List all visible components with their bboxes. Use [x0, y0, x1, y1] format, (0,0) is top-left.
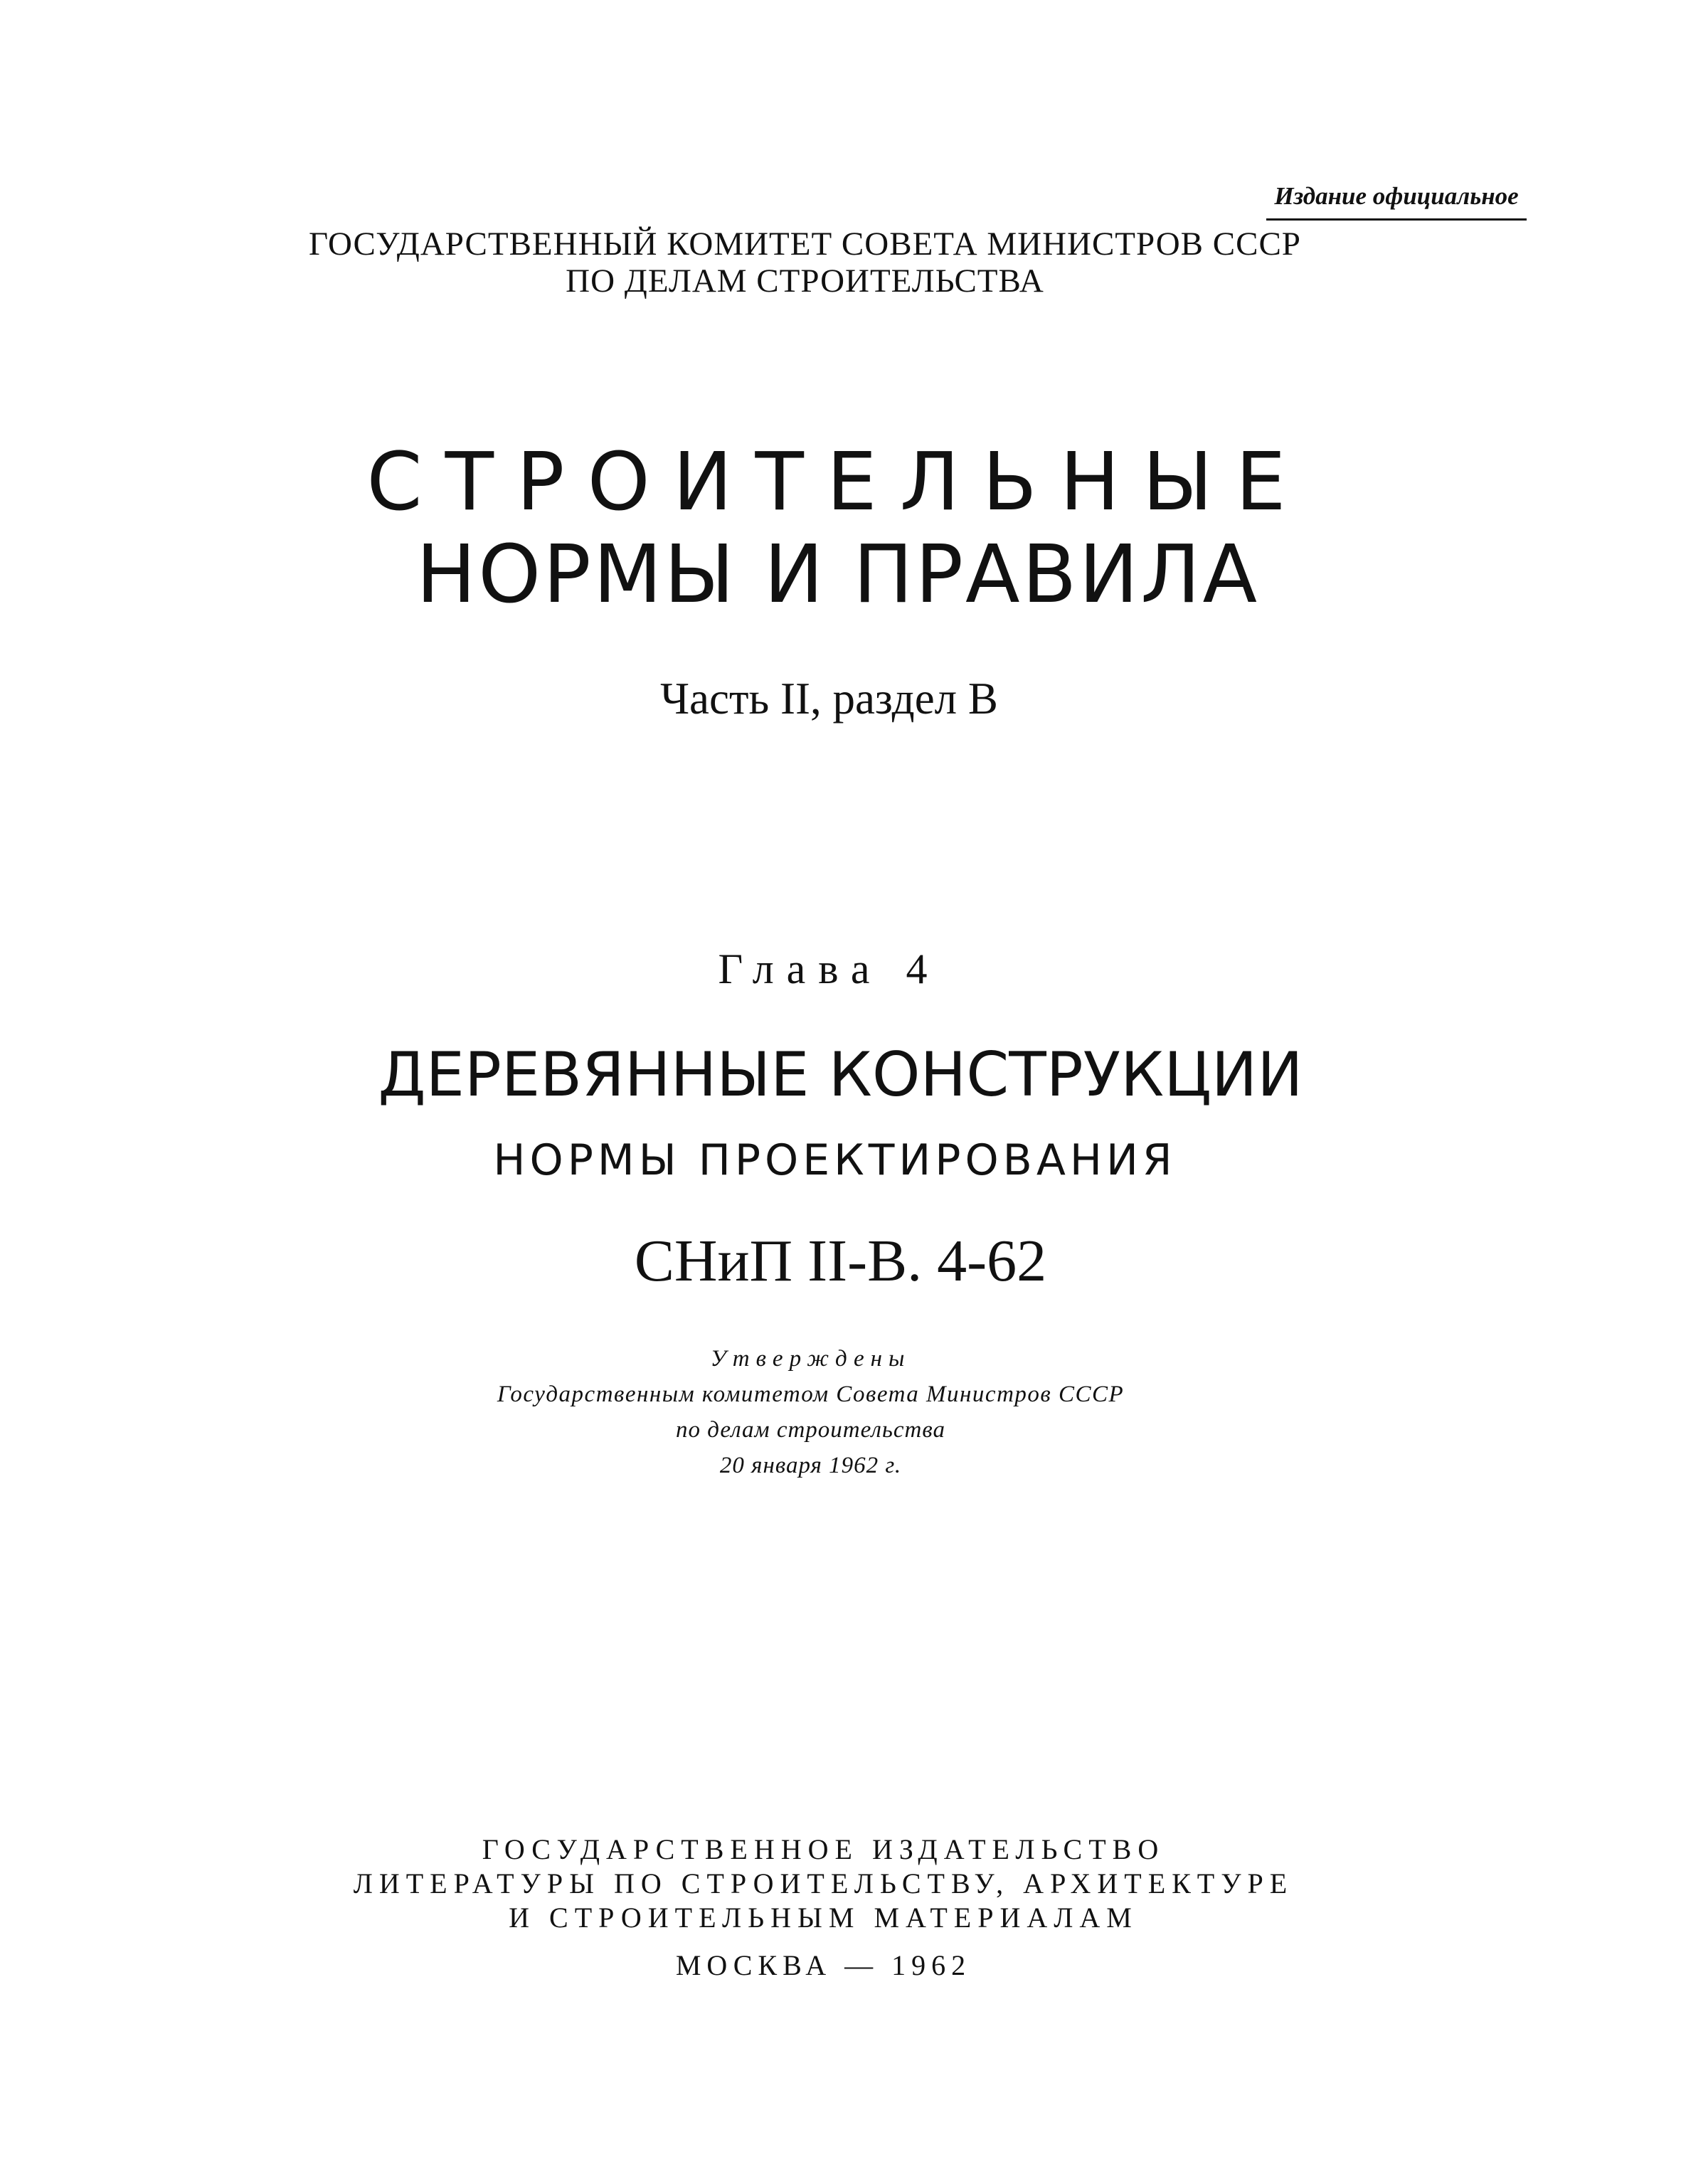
city-year: МОСКВА — 1962 — [675, 1949, 972, 1981]
part-section: Часть II, раздел В — [660, 674, 998, 723]
approval-line-3: по делам строительства — [676, 1417, 945, 1443]
committee-line-2: ПО ДЕЛАМ СТРОИТЕЛЬСТВА — [566, 263, 1044, 299]
official-edition-underline — [1266, 218, 1527, 221]
approval-line-1: Утверждены — [710, 1346, 911, 1372]
document-code: СНиП II-В. 4-62 — [634, 1228, 1047, 1294]
main-title-line-2: НОРМЫ И ПРАВИЛА — [415, 529, 1260, 621]
document-subtitle: НОРМЫ ПРОЕКТИРОВАНИЯ — [493, 1135, 1177, 1185]
publisher-line-2: ЛИТЕРАТУРЫ ПО СТРОИТЕЛЬСТВУ, АРХИТЕКТУРЕ — [353, 1867, 1294, 1899]
approval-date: 20 января 1962 г. — [719, 1453, 902, 1478]
approval-line-2: Государственным комитетом Совета Министров СССР — [497, 1382, 1125, 1407]
official-edition-label: Издание официальное — [1274, 182, 1519, 210]
publisher-line-3: И СТРОИТЕЛЬНЫМ МАТЕРИАЛАМ — [509, 1902, 1138, 1934]
committee-line-1: ГОСУДАРСТВЕННЫЙ КОМИТЕТ СОВЕТА МИНИСТРОВ СССР — [309, 226, 1301, 263]
chapter-heading: Глава 4 — [718, 945, 940, 992]
document-subject: ДЕРЕВЯННЫЕ КОНСТРУКЦИИ — [378, 1039, 1303, 1110]
publisher-line-1: ГОСУДАРСТВЕННОЕ ИЗДАТЕЛЬСТВО — [482, 1833, 1165, 1865]
main-title-line-1: СТРОИТЕЛЬНЫЕ — [366, 436, 1309, 529]
